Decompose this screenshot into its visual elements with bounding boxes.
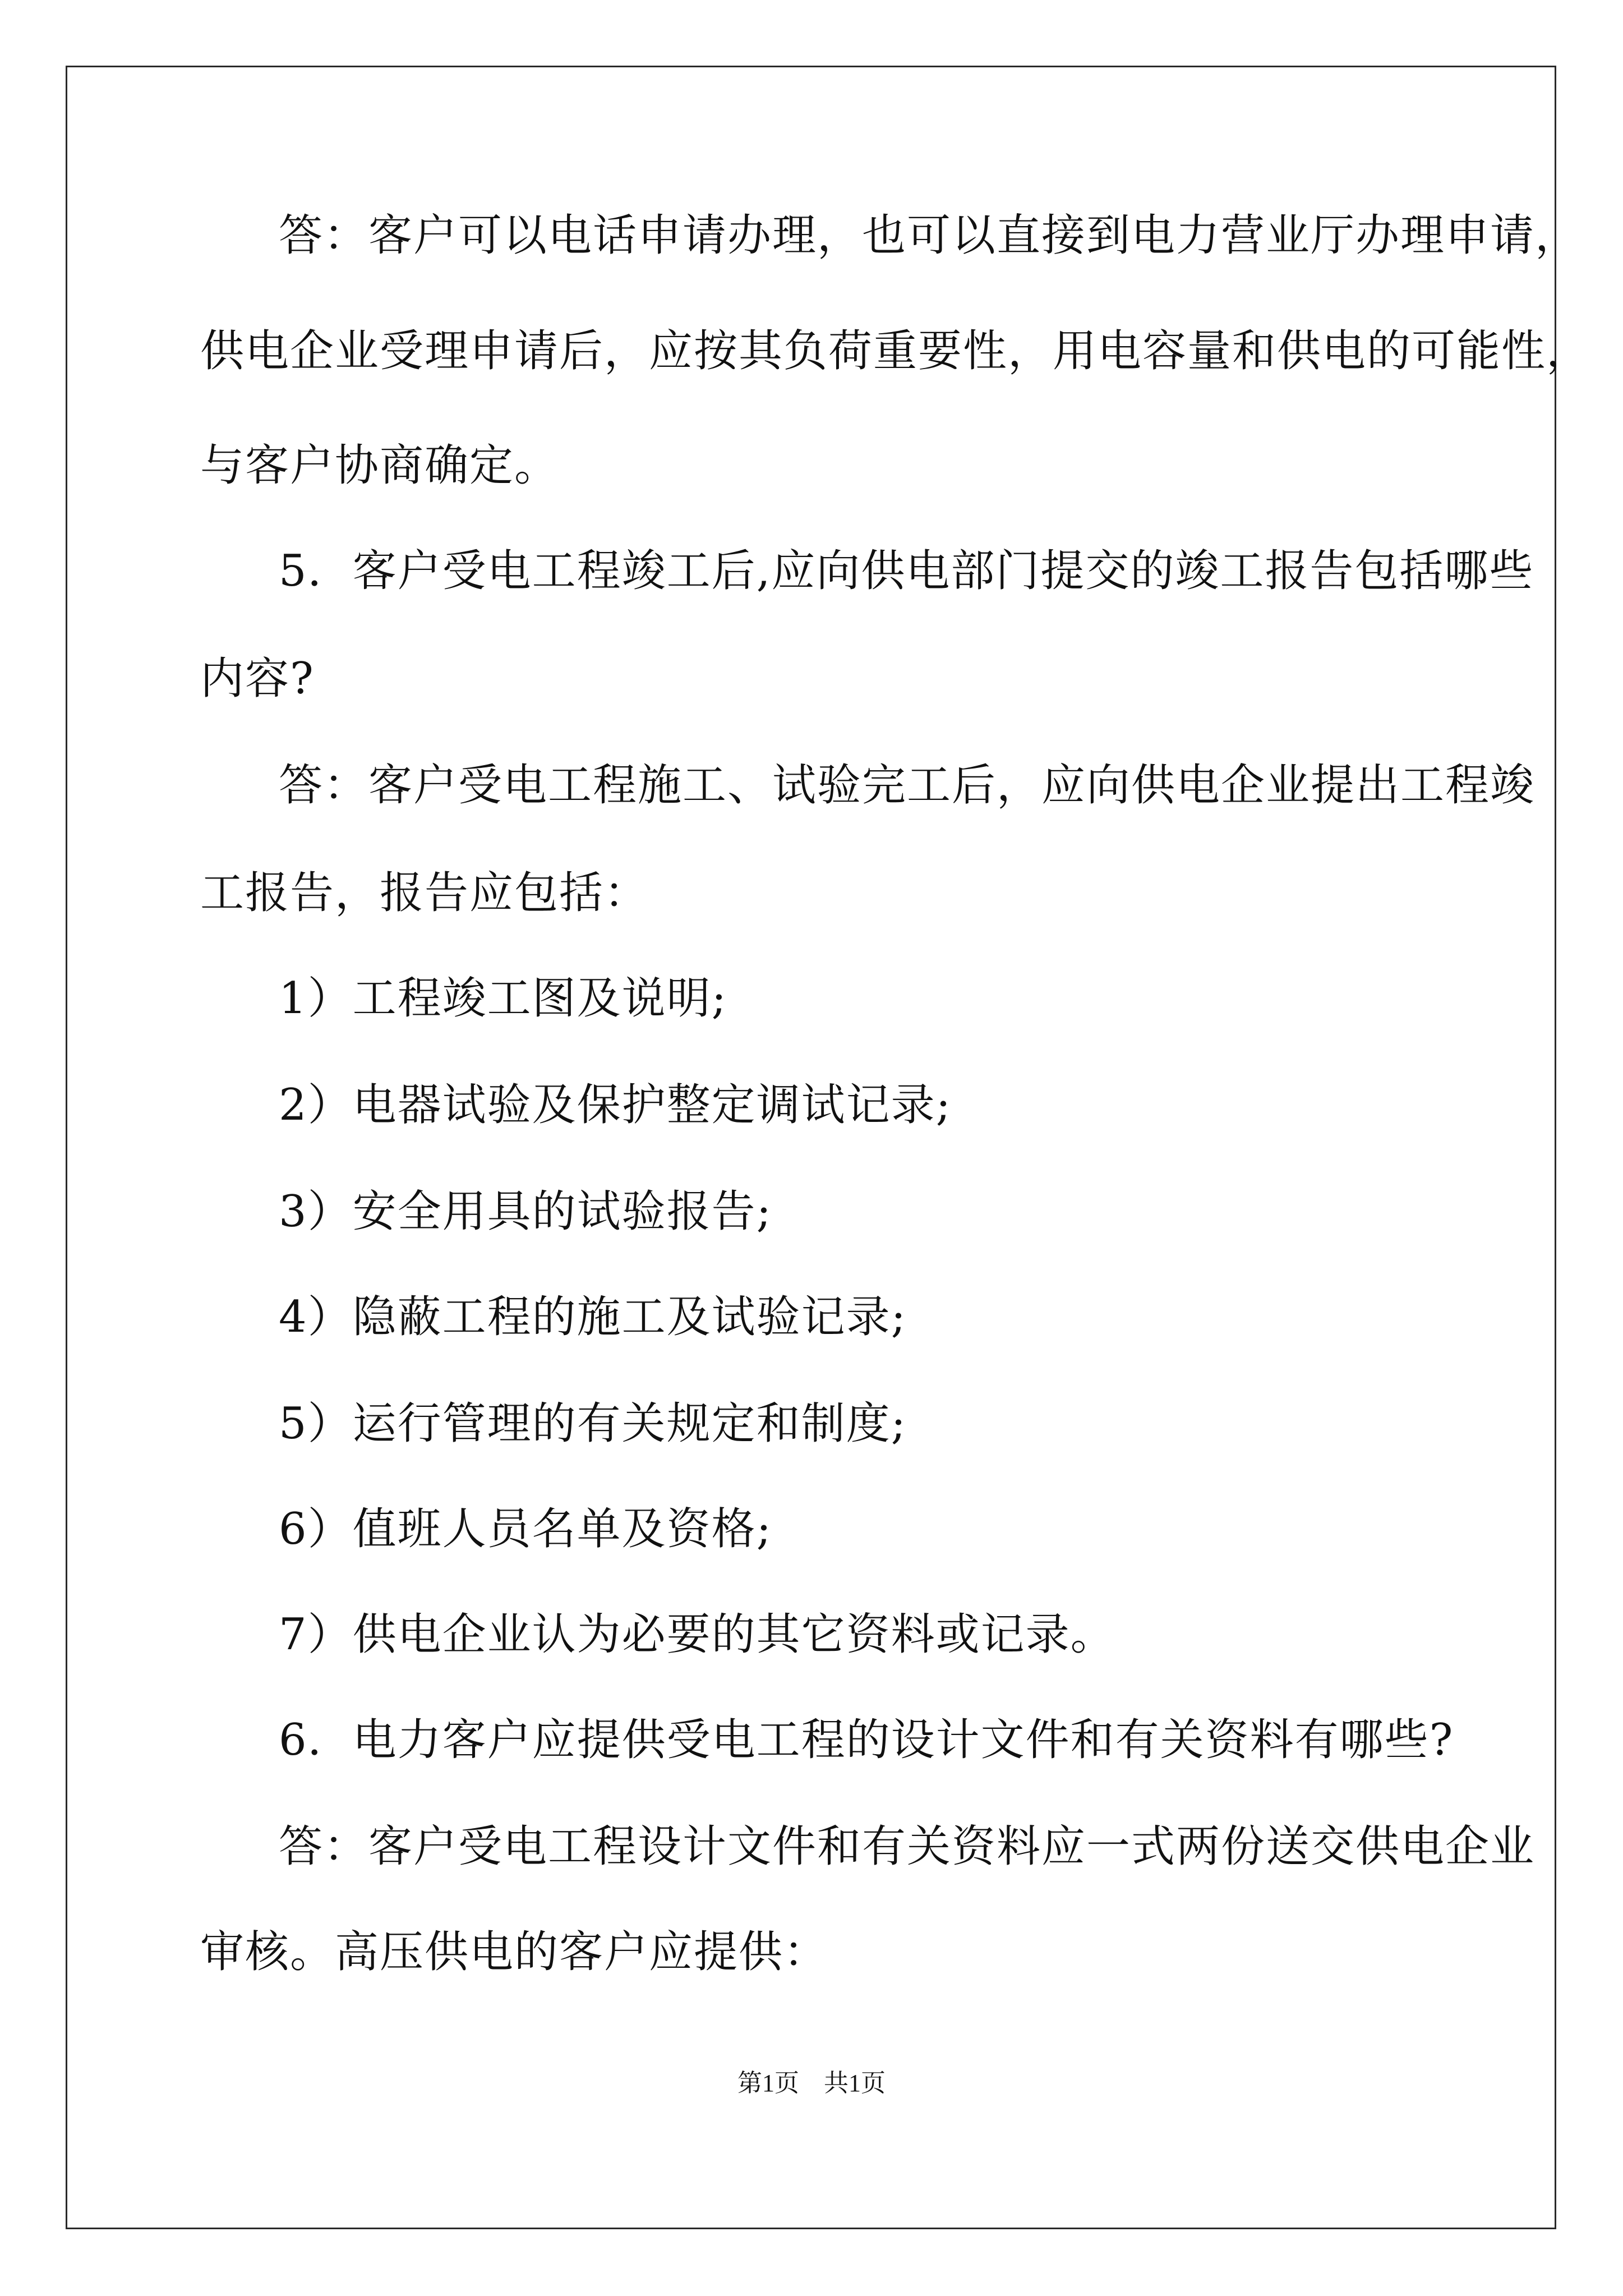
answer-6-line-1: 答：客户受电工程设计文件和有关资料应一式两份送交供电企业 [279,1821,1536,1872]
question-5-line-1: 5．客户受电工程竣工后,应向供电部门提交的竣工报告包括哪些 [279,546,1534,596]
list-item-6: 6）值班人员名单及资格; [279,1504,772,1554]
list-item-3: 3）安全用具的试验报告; [279,1186,772,1237]
answer-6-line-2: 审核。高压供电的客户应提供： [200,1927,829,1977]
list-item-5: 5）运行管理的有关规定和制度; [279,1398,907,1449]
question-5-line-2: 内容? [200,654,315,704]
text-line-3: 与客户协商确定。 [200,440,560,491]
answer-5-line-1: 答：客户受电工程施工、试验完工后，应向供电企业提出工程竣 [279,760,1536,811]
page-footer: 第1页 共1页 [737,2069,886,2097]
list-item-1: 1）工程竣工图及说明; [279,973,727,1024]
answer-5-line-2: 工报告，报告应包括： [200,868,649,918]
page-border [66,66,1556,2229]
text-line-1: 答：客户可以电话申请办理，也可以直接到电力营业厅办理申请， [279,210,1580,261]
list-item-2: 2）电器试验及保护整定调试记录; [279,1080,952,1130]
list-item-4: 4）隐蔽工程的施工及试验记录; [279,1292,907,1342]
text-line-2: 供电企业受理申请后，应按其负荷重要性，用电容量和供电的可能性， [200,326,1592,376]
question-6: 6．电力客户应提供受电工程的设计文件和有关资料有哪些? [279,1715,1454,1765]
list-item-7: 7）供电企业认为必要的其它资料或记录。 [279,1609,1115,1660]
